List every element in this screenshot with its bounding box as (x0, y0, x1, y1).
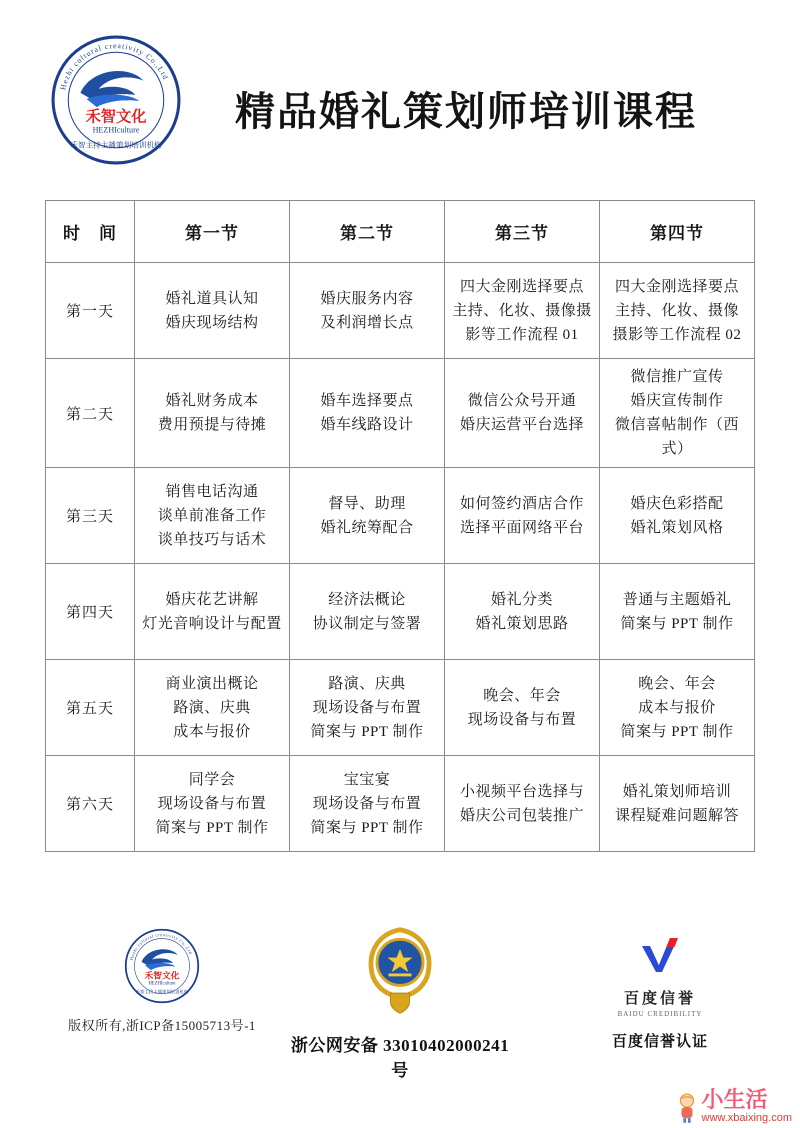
course-cell (290, 564, 445, 660)
course-line: 婚礼分类 (490, 591, 553, 608)
course-line: 现场设备与布置 (157, 795, 267, 812)
course-line: 婚礼策划思路 (475, 615, 569, 632)
course-line: 灯光音响设计与配置 (142, 615, 282, 632)
course-line: 婚庆公司包装推广 (459, 807, 584, 824)
course-line: 小视频平台选择与 (459, 783, 584, 800)
svg-text:HEZHIculture: HEZHIculture (148, 981, 176, 987)
watermark-site-url: www.xbaixing.com (701, 1111, 792, 1124)
mascot-icon (675, 1092, 699, 1124)
course-line: 简案与 PPT 制作 (310, 723, 424, 740)
course-line: 路演、庆典 (173, 699, 251, 716)
course-line: 婚庆花艺讲解 (165, 591, 259, 608)
course-table-body (46, 263, 755, 852)
course-cell (135, 756, 290, 852)
course-line: 主持、化妆、摄像 (614, 302, 739, 319)
table-row (46, 359, 755, 468)
page-title: 精品婚礼策划师培训课程 (235, 89, 697, 134)
footer-copyright-block (62, 928, 262, 1034)
day-label: 第四天 (46, 564, 135, 660)
course-line: 微信喜帖制作（西式） (614, 417, 739, 457)
column-header: 时 间 (46, 201, 135, 263)
course-cell (290, 468, 445, 564)
course-line: 婚礼策划师培训 (622, 783, 732, 800)
course-line: 简案与 PPT 制作 (620, 723, 734, 740)
course-cell (445, 564, 600, 660)
course-cell (290, 756, 445, 852)
course-cell (600, 263, 755, 359)
day-label: 第一天 (46, 263, 135, 359)
course-line: 婚礼统筹配合 (320, 519, 414, 536)
police-record-text: 浙公网安备 33010402000241号 (290, 1036, 510, 1080)
table-row (46, 564, 755, 660)
course-cell (135, 359, 290, 468)
course-cell (600, 756, 755, 852)
course-line: 婚庆服务内容 (320, 290, 414, 307)
baidu-name: 百度信誉 (623, 991, 696, 1007)
day-label: 第二天 (46, 359, 135, 468)
company-logo (50, 34, 182, 166)
column-header: 第三节 (445, 201, 600, 263)
course-line: 督导、助理 (328, 495, 406, 512)
course-cell (290, 660, 445, 756)
course-line: 微信推广宣传 (630, 369, 724, 385)
svg-text:Hezhi cultural creativity Co.,: Hezhi cultural creativity Co.,Ltd (58, 41, 171, 91)
course-line: 婚礼策划风格 (630, 519, 724, 536)
course-cell (290, 359, 445, 468)
course-table (45, 200, 755, 852)
course-line: 及利润增长点 (320, 314, 414, 331)
course-cell (445, 359, 600, 468)
course-line: 婚庆宣传制作 (630, 393, 724, 409)
baidu-credibility-icon (638, 938, 682, 978)
course-line: 谈单前准备工作 (157, 507, 267, 524)
course-line: 简案与 PPT 制作 (620, 615, 734, 632)
day-label: 第六天 (46, 756, 135, 852)
svg-text:禾智文化: 禾智文化 (85, 108, 147, 126)
course-line: 婚车选择要点 (320, 393, 414, 409)
footer-police-block (285, 924, 515, 1081)
course-line: 晚会、年会 (483, 687, 561, 704)
course-line: 婚庆色彩搭配 (630, 495, 724, 512)
course-line: 四大金刚选择要点 (614, 278, 739, 295)
course-line: 选择平面网络平台 (459, 519, 584, 536)
course-line: 婚车线路设计 (320, 417, 414, 433)
svg-text:禾智文化: 禾智文化 (144, 970, 180, 981)
day-label: 第三天 (46, 468, 135, 564)
course-cell (600, 468, 755, 564)
baidu-certified-text: 百度信誉认证 (611, 1034, 708, 1050)
column-header: 第二节 (290, 201, 445, 263)
svg-text:禾智主持主播策划培训机构: 禾智主持主播策划培训机构 (135, 989, 189, 995)
course-line: 销售电话沟通 (165, 483, 259, 500)
svg-text:Hezhi cultural creativity Co.,: Hezhi cultural creativity Co.,Ltd (128, 932, 194, 961)
company-logo-icon (124, 928, 200, 1004)
course-cell (600, 359, 755, 468)
course-cell (135, 564, 290, 660)
watermark-text (702, 1088, 792, 1124)
table-row (46, 756, 755, 852)
course-line: 路演、庆典 (328, 675, 406, 692)
table-row (46, 468, 755, 564)
icp-record-text: 版权所有,浙ICP备15005713号-1 (68, 1018, 256, 1033)
course-line: 成本与报价 (173, 723, 251, 740)
course-line: 晚会、年会 (638, 675, 716, 692)
column-header: 第一节 (135, 201, 290, 263)
course-line: 婚礼道具认知 (165, 290, 259, 307)
course-cell (135, 660, 290, 756)
course-line: 现场设备与布置 (467, 711, 577, 728)
course-line: 影等工作流程 01 (465, 326, 579, 343)
course-line: 经济法概论 (328, 591, 406, 608)
course-line: 普通与主题婚礼 (622, 591, 732, 608)
course-line: 婚礼财务成本 (165, 393, 259, 409)
course-line: 协议制定与签署 (312, 615, 422, 632)
course-line: 如何签约酒店合作 (459, 495, 584, 512)
course-cell (135, 263, 290, 359)
table-row (46, 660, 755, 756)
course-line: 四大金刚选择要点 (459, 278, 584, 295)
course-cell (600, 660, 755, 756)
table-header-row (46, 201, 755, 263)
course-line: 现场设备与布置 (312, 699, 422, 716)
course-line: 简案与 PPT 制作 (155, 819, 269, 836)
course-line: 同学会 (188, 771, 236, 788)
course-line: 主持、化妆、摄像摄 (452, 302, 592, 319)
course-cell (445, 468, 600, 564)
course-line: 谈单技巧与话术 (157, 531, 267, 548)
course-cell (600, 564, 755, 660)
watermark-site-name: 小生活 (701, 1086, 768, 1112)
course-cell (445, 263, 600, 359)
course-line: 费用预提与待摊 (157, 417, 267, 433)
course-cell (135, 468, 290, 564)
svg-text:禾智主持主播策划培训机构: 禾智主持主播策划培训机构 (70, 140, 162, 150)
svg-text:HEZHIculture: HEZHIculture (92, 125, 140, 135)
course-cell (445, 756, 600, 852)
course-line: 微信公众号开通 (467, 393, 577, 409)
table-row (46, 263, 755, 359)
course-line: 现场设备与布置 (312, 795, 422, 812)
course-cell (290, 263, 445, 359)
course-line: 婚庆运营平台选择 (459, 417, 584, 433)
course-line: 摄影等工作流程 02 (612, 326, 742, 343)
course-line: 成本与报价 (638, 699, 716, 716)
course-line: 课程疑难问题解答 (614, 807, 739, 824)
day-label: 第五天 (46, 660, 135, 756)
course-line: 简案与 PPT 制作 (310, 819, 424, 836)
column-header: 第四节 (600, 201, 755, 263)
course-line: 婚庆现场结构 (165, 314, 259, 331)
footer-baidu-block (585, 938, 735, 1051)
course-line: 宝宝宴 (343, 771, 391, 788)
company-logo-icon (50, 34, 182, 166)
course-line: 商业演出概论 (165, 675, 259, 692)
site-watermark-link[interactable] (675, 1088, 792, 1124)
course-cell (445, 660, 600, 756)
baidu-name-en: BAIDU CREDIBILITY (617, 1010, 703, 1018)
police-badge-icon (361, 924, 439, 1020)
